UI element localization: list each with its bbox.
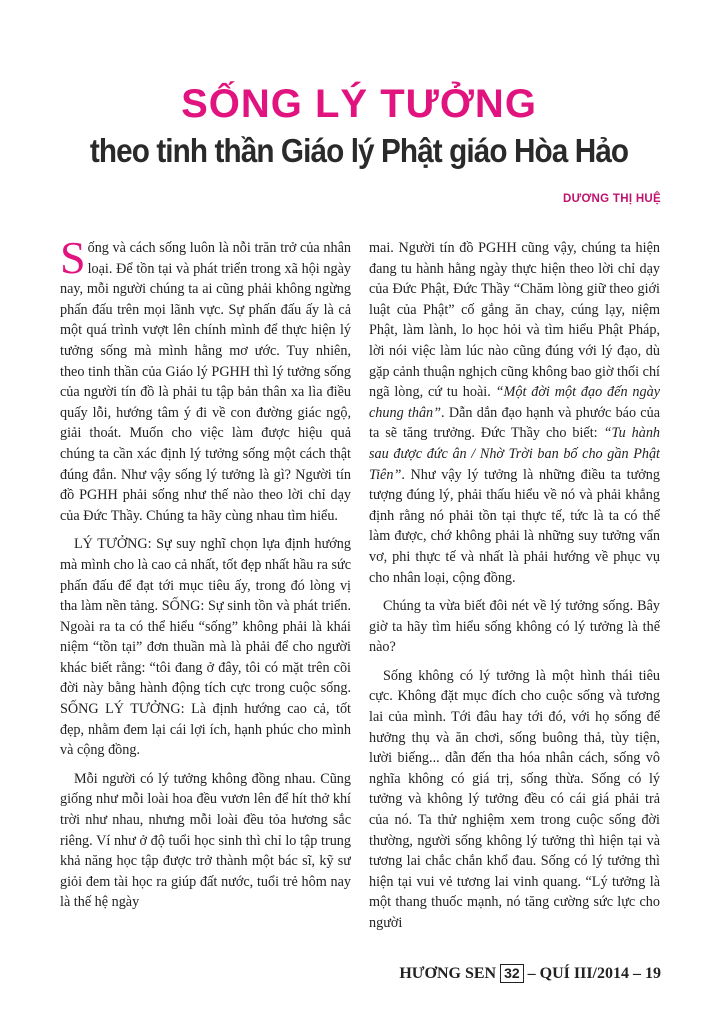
article-subtitle: theo tinh thần Giáo lý Phật giáo Hòa Hảo bbox=[89, 132, 629, 169]
paragraph: Chúng ta vừa biết đôi nét về lý tưởng sống. Bây giờ ta hãy tìm hiểu sống không có lý tưởng là thế nào? bbox=[369, 598, 660, 656]
issue-date-page: – QUÍ III/2014 – 19 bbox=[527, 964, 661, 982]
page-footer bbox=[399, 964, 661, 983]
paragraph bbox=[60, 238, 351, 526]
quote: “Tu hành sau được đức ân / Nhờ Trời ban bố cho gần Phật Tiên” bbox=[369, 425, 660, 483]
paragraph-text: . Dẫn dắn đạo hạnh và phước báo của ta sẽ tăng trưởng. Đức Thầy cho biết: bbox=[369, 404, 660, 442]
magazine-name: HƯƠNG SEN bbox=[399, 964, 497, 982]
drop-cap: S bbox=[60, 238, 86, 283]
quote: “Một đời một đạo đến ngày chung thân” bbox=[369, 384, 660, 421]
right-column bbox=[369, 238, 660, 956]
paragraph bbox=[369, 238, 660, 588]
left-column bbox=[60, 238, 351, 956]
paragraph-text: mai. Người tín đồ PGHH cũng vậy, chúng ta hiện đang tu hành hằng ngày thực hiện theo lời chỉ dạy của Đức Phật, Đức Thầy “Chăm lòng giữ theo giới luật của Phật” cố gắng ăn chay, cúng lạy, niệm Phật, làm lành, lo học hỏi và tìm hiểu Phật Pháp, lời nói việc làm lúc nào cũng đúng với lý đạo, dù gặp cảnh thuận nghịch cũng không bao giờ thối chí ngã lòng, cứ tu hoài. bbox=[369, 240, 660, 401]
paragraph: LÝ TƯỞNG: Sự suy nghĩ chọn lựa định hướng mà mình cho là cao cả nhất, tốt đẹp nhất hầu ra sức phấn đấu để đạt tới mục tiêu ấy, trong đó lòng vị tha làm nền tảng. SỐNG: Sự sinh tồn và phát triển. Ngoài ra ta có thể hiểu “sống” không phải là khái niệm “tồn tại” đơn thuần mà là phải để cho người khác biết rằng: “tôi đang ở đây, tôi có mặt trên cõi đời này bằng hành động tích cực trong cuộc sống. SỐNG LÝ TƯỞNG: Là định hướng cao cả, tốt đẹp, nhằm đem lại cái lợi ích, hạnh phúc cho mình và cộng đồng. bbox=[60, 536, 351, 759]
author-name: DƯƠNG THỊ HUỆ bbox=[563, 193, 661, 205]
issue-number: 32 bbox=[500, 964, 524, 983]
paragraph-text: ống và cách sống luôn là nỗi trăn trở của nhân loại. Để tồn tại và phát triển trong xã hội ngày nay, mỗi người chúng ta ai cũng phải không ngừng phấn đấu trên mọi lãnh vực. Sự phấn đấu ấy là cả một quá trình vượt lên chính mình để thực hiện lý tưởng sống mà mình hằng mơ ước. Tuy nhiên, theo tinh thần của Giáo lý PGHH thì lý tưởng sống của người tín đồ là phải tu tập bản thân xa lìa điều quấy lỗi, hướng tâm ý đi về con đường giác ngộ, giải thoát. Muốn cho việc làm được hiệu quả chúng ta cần xác định lý tưởng sống một cách thật đúng đắn. Như vậy sống lý tưởng là gì? Người tín đồ PGHH phải sống như thế nào theo lời chỉ dạy của Đức Thầy. Chúng ta hãy cùng nhau tìm hiểu. bbox=[60, 240, 351, 524]
paragraph: Mỗi người có lý tưởng không đồng nhau. Cũng giống như mỗi loài hoa đều vươn lên để hít thở khí trời như nhau, nhưng mỗi loài đều tỏa hương sắc riêng. Ví như ở độ tuổi học sinh thì chỉ lo tập trung khả năng học tập được trở thành một bác sĩ, kỹ sư giỏi đem tài học ra giúp đất nước, tuổi trẻ hôm nay là thế hệ ngày bbox=[60, 770, 351, 911]
article-title: SỐNG LÝ TƯỞNG bbox=[181, 82, 537, 126]
paragraph: Sống không có lý tưởng là một hình thái tiêu cực. Không đặt mục đích cho cuộc sống và tương lai của mình. Tới đâu hay tới đó, với họ sống để hưởng thụ và ăn chơi, sống buông thả, tùy tiện, lười biếng... dẫn đến tha hóa nhân cách, sống vô nghĩa không có giá trị, sống thừa. Sống có lý tưởng và không lý tưởng đều có cái giá phải trả của nó. Ta thử nghiệm xem trong cuộc sống đời thường, người sống không lý tưởng thì hiện tại và tương lai chắc chắn khổ đau. Sống có lý tưởng thì hiện tại vui vẻ tương lai vinh quang. “Lý tưởng là một thang thuốc mạnh, nó tăng cường sức lực cho người bbox=[369, 667, 660, 931]
paragraph-text: . Như vậy lý tưởng là những điều ta tưởng tượng đúng lý, phải thấu hiểu về nó và phải khẳng định rằng nó phải tồn tại thực tế, tức là ta có thể làm được, chớ không phải là những suy tưởng vẩn vơ, phi thực tế và nhất là phải hướng về phục vụ cho nhân loại, cộng đồng. bbox=[369, 466, 660, 586]
